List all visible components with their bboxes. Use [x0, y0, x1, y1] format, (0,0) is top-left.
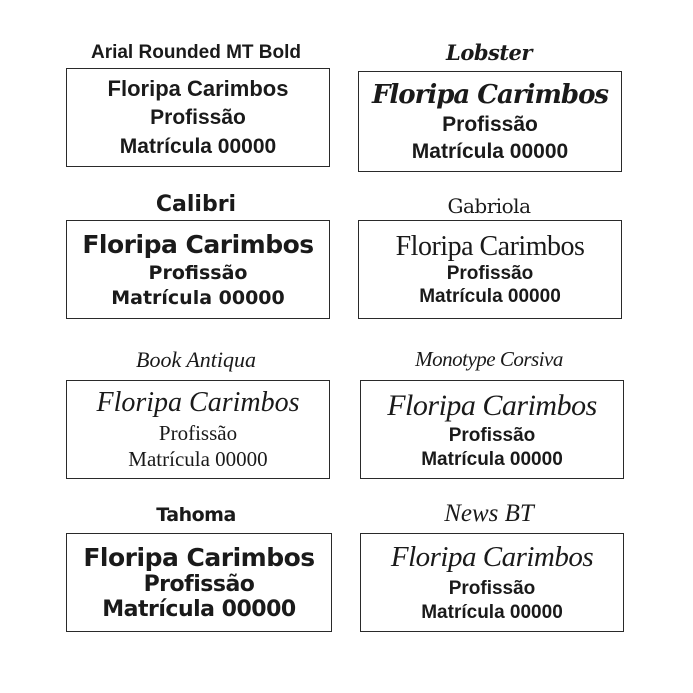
font-name-label: Tahoma: [156, 504, 236, 526]
stamp-line-profession: Profissão: [148, 262, 248, 284]
stamp-line-profession: Profissão: [442, 112, 538, 136]
stamp-line-registration: Matrícula 00000: [111, 287, 285, 309]
stamp-line-company: Floripa Carimbos: [82, 230, 314, 259]
stamp-line-company: Floripa Carimbos: [83, 543, 315, 572]
stamp-line-profession: Profissão: [448, 578, 536, 599]
stamp-preview: [358, 71, 622, 172]
stamp-line-company: Floripa Carimbos: [96, 387, 300, 418]
stamp-line-registration: Matrícula 00000: [128, 447, 268, 471]
stamp-line-profession: Profissão: [143, 572, 255, 597]
stamp-line-registration: Matrícula 00000: [419, 286, 561, 307]
stamp-preview: [360, 380, 624, 479]
font-name-label: Book Antiqua: [136, 347, 256, 372]
stamp-preview: [66, 533, 332, 632]
font-name-label: Calibri: [155, 192, 237, 217]
stamp-line-registration: Matrícula 00000: [119, 135, 277, 158]
font-name-label: Arial Rounded MT Bold: [90, 42, 302, 63]
font-name-label: Monotype Corsiva: [415, 347, 563, 371]
stamp-preview: [66, 380, 330, 479]
stamp-line-registration: Matrícula 00000: [102, 597, 296, 622]
stamp-line-company: Floripa Carimbos: [395, 231, 585, 262]
stamp-line-company: Floripa Carimbos: [371, 79, 609, 110]
stamp-line-profession: Profissão: [150, 106, 246, 129]
stamp-line-company: Floripa Carimbos: [387, 388, 597, 422]
stamp-line-profession: Profissão: [446, 263, 534, 284]
stamp-line-company: Floripa Carimbos: [107, 76, 289, 101]
stamp-preview: [66, 220, 330, 319]
stamp-preview: [360, 533, 624, 632]
stamp-line-registration: Matrícula 00000: [421, 602, 563, 623]
font-name-label: Gabriola: [447, 194, 531, 218]
stamp-preview: [358, 220, 622, 319]
stamp-line-company: Floripa Carimbos: [390, 541, 594, 573]
stamp-preview: [66, 68, 330, 167]
stamp-line-profession: Profissão: [448, 424, 536, 446]
font-name-label: Lobster: [446, 40, 532, 65]
stamp-line-registration: Matrícula 00000: [411, 139, 569, 163]
font-name-label: News BT: [444, 500, 534, 527]
stamp-line-profession: Profissão: [158, 421, 238, 445]
stamp-line-registration: Matrícula 00000: [421, 448, 563, 470]
